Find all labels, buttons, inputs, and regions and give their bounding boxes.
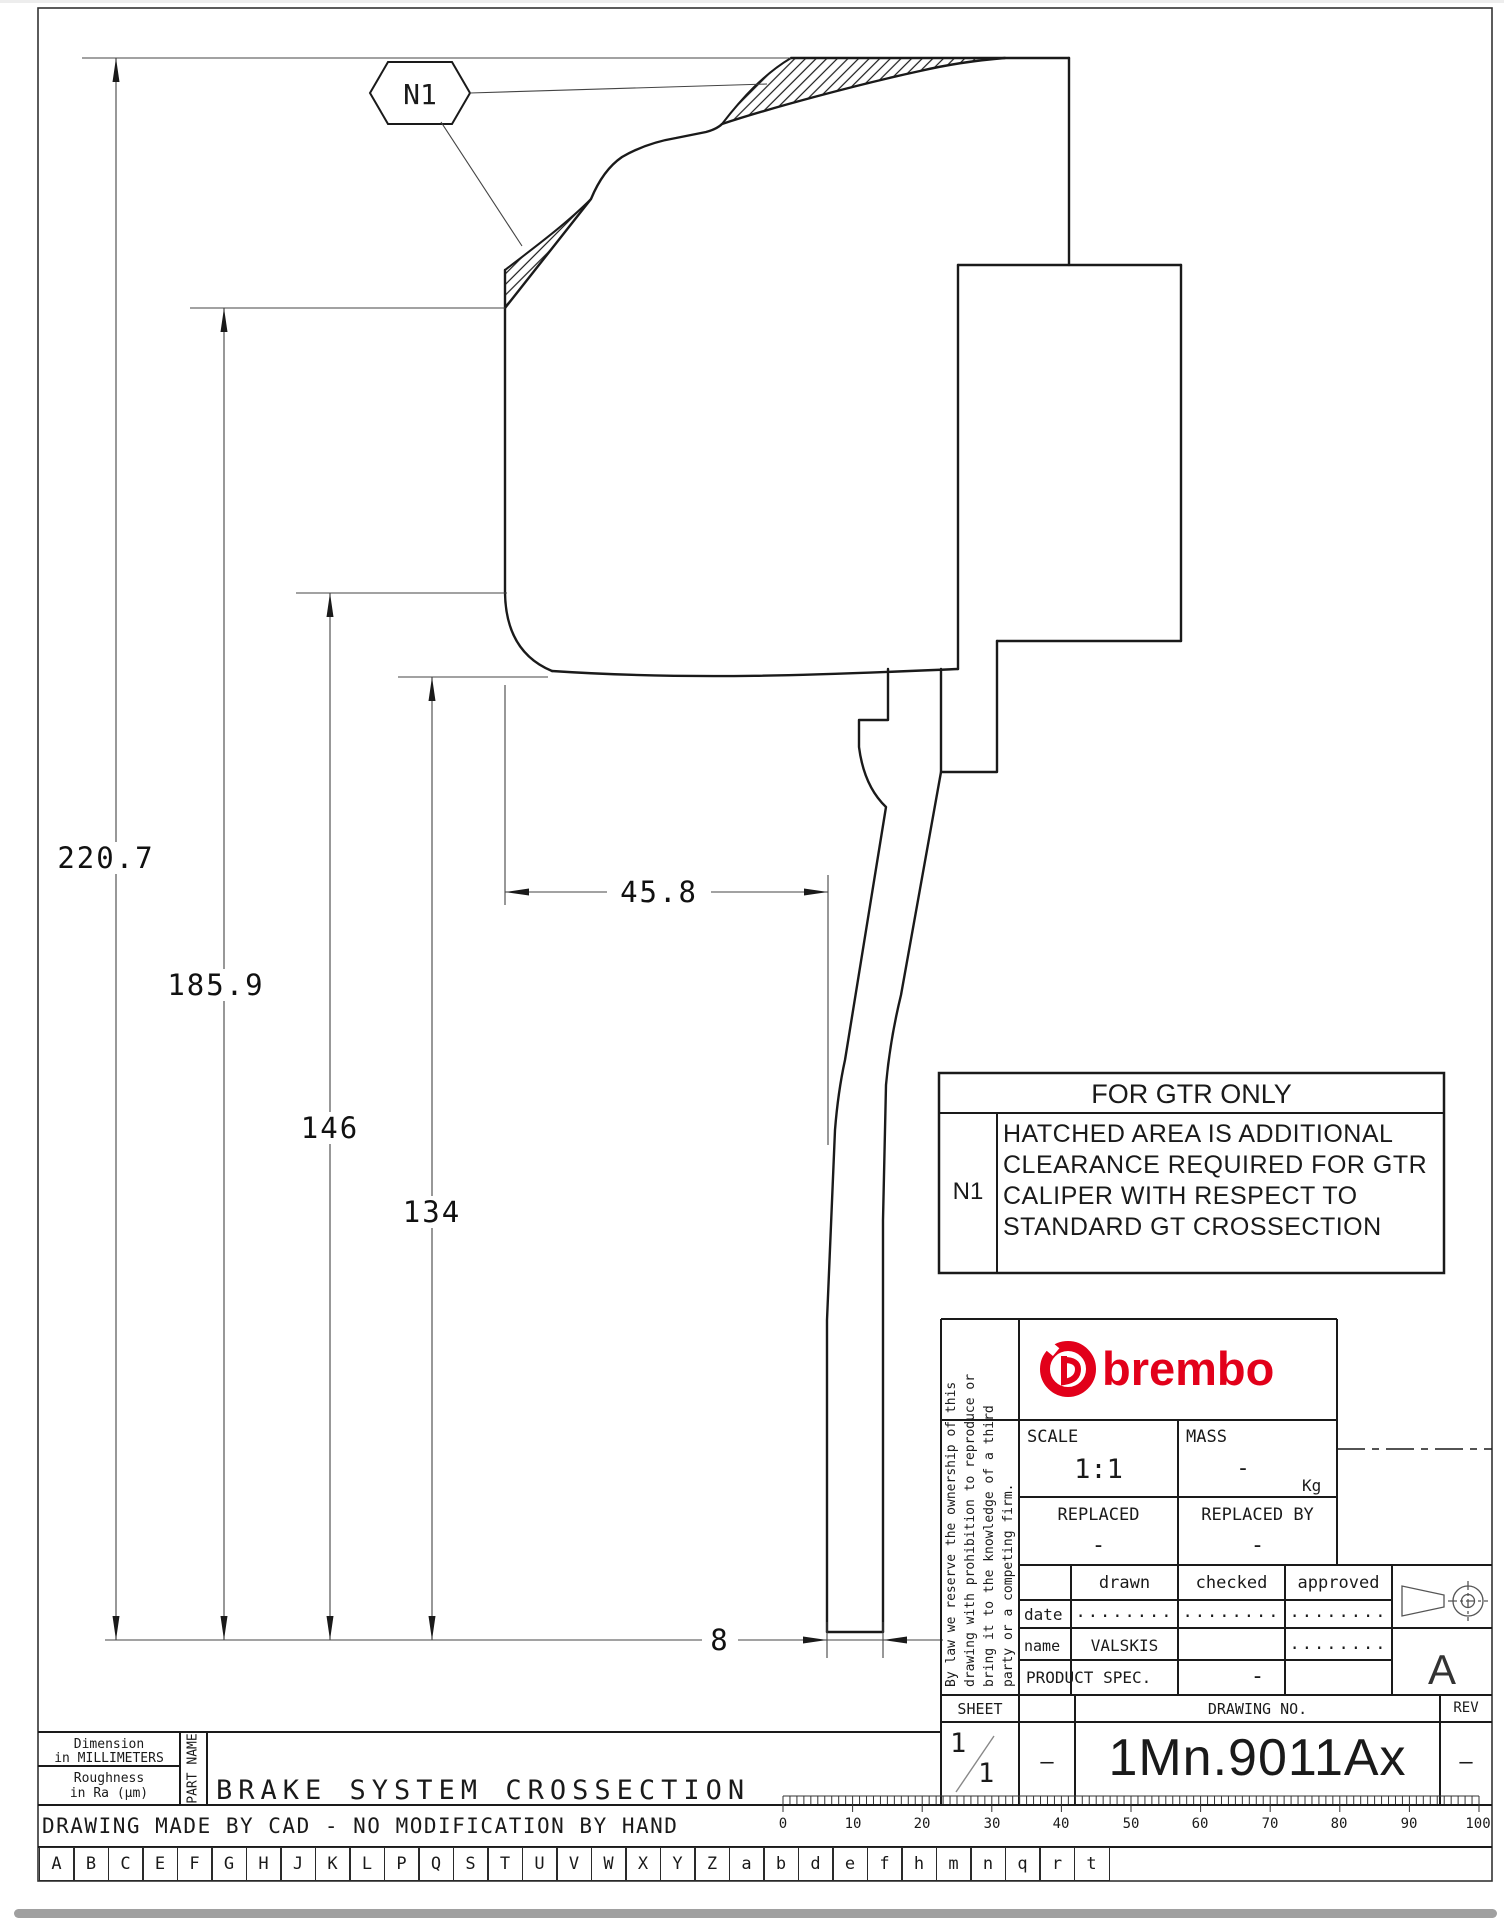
date-drawn-dots: ........ — [1075, 1602, 1174, 1622]
format-letter-cell: Q — [418, 1847, 454, 1881]
note-line-1: HATCHED AREA IS ADDITIONAL — [1003, 1120, 1394, 1148]
format-letter-cell: A — [39, 1847, 75, 1881]
legal-disclaimer — [942, 1327, 1018, 1687]
format-letter-cell: P — [384, 1847, 420, 1881]
note-line-2: CLEARANCE REQUIRED FOR GTR — [1003, 1151, 1428, 1179]
product-spec-label: PRODUCT SPEC. — [1026, 1668, 1152, 1687]
format-letter-cell: W — [591, 1847, 627, 1881]
date-approved-dots: ........ — [1289, 1602, 1388, 1622]
mass-value: - — [1236, 1456, 1250, 1481]
col-approved-label: approved — [1297, 1573, 1380, 1593]
horizontal-scrollbar[interactable] — [14, 1909, 1497, 1918]
mass-unit: Kg — [1302, 1476, 1322, 1495]
note-line-3: CALIPER WITH RESPECT TO — [1003, 1182, 1358, 1210]
drawing-no-label: DRAWING NO. — [1207, 1700, 1308, 1718]
name-approved-dots: ........ — [1289, 1634, 1388, 1654]
format-letter-cell: m — [936, 1847, 972, 1881]
replaced-label: REPLACED — [1057, 1505, 1140, 1525]
date-checked-dots: ........ — [1182, 1602, 1281, 1622]
dim-label-146: 146 — [292, 1112, 368, 1144]
format-letter-cell: f — [867, 1847, 903, 1881]
note-line-4: STANDARD GT CROSSECTION — [1003, 1213, 1382, 1241]
disclaimer-line-4: party or a competing firm. — [1001, 1483, 1016, 1687]
scale-ruler — [783, 1796, 1479, 1812]
format-letter-cell: h — [901, 1847, 937, 1881]
dim-label-220-7: 220.7 — [54, 842, 158, 874]
format-letter-cell: J — [280, 1847, 316, 1881]
format-letter-cell: X — [625, 1847, 661, 1881]
format-letter-cell: a — [729, 1847, 765, 1881]
product-spec-value: - — [1250, 1664, 1265, 1689]
name-value: VALSKIS — [1090, 1636, 1159, 1655]
format-letter-cell: n — [970, 1847, 1006, 1881]
ruler-number: 40 — [1052, 1816, 1070, 1832]
ruler-number: 90 — [1400, 1816, 1418, 1832]
top-hatch-area — [722, 58, 1005, 124]
dimension-unit-line2: in MILLIMETERS — [54, 1751, 164, 1766]
ruler-number: 20 — [913, 1816, 931, 1832]
ruler-number: 30 — [983, 1816, 1001, 1832]
rev-value: – — [1459, 1750, 1473, 1775]
dim-label-185-9: 185.9 — [164, 969, 268, 1001]
format-letter-cell: K — [315, 1847, 351, 1881]
format-letter-row — [40, 1847, 1110, 1881]
format-letter: A — [1427, 1646, 1456, 1693]
note-box-title: FOR GTR ONLY — [1091, 1079, 1292, 1109]
brembo-logo-icon — [1041, 1338, 1091, 1392]
mass-label: MASS — [1186, 1427, 1227, 1447]
ruler-number: 100 — [1465, 1816, 1491, 1832]
ruler-number: 60 — [1191, 1816, 1209, 1832]
disclaimer-line-1: By law we reserve the ownership of this — [944, 1381, 959, 1687]
format-letter-cell: q — [1005, 1847, 1041, 1881]
format-letter-cell: S — [453, 1847, 489, 1881]
first-angle-projection-icon — [1402, 1581, 1488, 1621]
sheet-denominator: 1 — [978, 1758, 995, 1789]
col-drawn-label: drawn — [1098, 1573, 1151, 1593]
ruler-number: 0 — [778, 1816, 788, 1832]
cad-note: DRAWING MADE BY CAD - NO MODIFICATION BY HAND — [42, 1814, 679, 1838]
format-letter-cell: Y — [660, 1847, 696, 1881]
replaced-by-label: REPLACED BY — [1201, 1505, 1314, 1525]
format-letter-cell: U — [522, 1847, 558, 1881]
note-box-ref: N1 — [952, 1178, 984, 1205]
dim-label-8: 8 — [702, 1624, 738, 1656]
format-letter-cell: C — [108, 1847, 144, 1881]
roughness-line2: in Ra (µm) — [69, 1786, 149, 1801]
dimension-unit-line1: Dimension — [73, 1737, 145, 1752]
format-letter-cell: E — [142, 1847, 178, 1881]
part-outline — [505, 58, 1181, 1632]
dim-label-134: 134 — [394, 1196, 470, 1228]
col-checked-label: checked — [1195, 1573, 1268, 1593]
format-letter-cell: d — [798, 1847, 834, 1881]
format-letter-cell: t — [1074, 1847, 1110, 1881]
format-letter-cell: e — [832, 1847, 868, 1881]
format-letter-cell: L — [349, 1847, 385, 1881]
scale-value: 1:1 — [1074, 1454, 1123, 1485]
sheet-label: SHEET — [957, 1700, 1003, 1718]
sheet-dash: – — [1040, 1750, 1054, 1775]
format-letter-cell: b — [763, 1847, 799, 1881]
ruler-number: 80 — [1330, 1816, 1348, 1832]
ruler-number: 70 — [1261, 1816, 1279, 1832]
format-letter-cell: H — [246, 1847, 282, 1881]
part-name-value: BRAKE SYSTEM CROSSECTION — [216, 1775, 751, 1806]
dim-label-45-8: 45.8 — [607, 876, 711, 908]
disclaimer-line-3: bring it to the knowledge of a third — [982, 1405, 997, 1687]
format-letter-cell: B — [73, 1847, 109, 1881]
format-letter-cell: V — [556, 1847, 592, 1881]
replaced-value: - — [1091, 1533, 1106, 1558]
ruler-number: 50 — [1122, 1816, 1140, 1832]
roughness-line1: Roughness — [73, 1771, 145, 1786]
name-label: name — [1024, 1637, 1061, 1655]
hatched-clearance-areas — [505, 58, 1005, 308]
disclaimer-line-2: drawing with prohibition to reproduce or — [963, 1373, 978, 1687]
sheet-numerator: 1 — [950, 1728, 967, 1759]
drawing-no-value: 1Mn.9011Ax — [1108, 1729, 1407, 1787]
format-letter-cell: Z — [694, 1847, 730, 1881]
rev-label: REV — [1453, 1700, 1479, 1716]
scale-label: SCALE — [1027, 1427, 1079, 1447]
format-letter-cell: r — [1039, 1847, 1075, 1881]
ruler-numbers — [0, 1816, 1504, 1838]
ruler-number: 10 — [844, 1816, 862, 1832]
brembo-wordmark: brembo — [1102, 1342, 1275, 1395]
replaced-by-value: - — [1250, 1533, 1265, 1558]
format-letter-cell: T — [487, 1847, 523, 1881]
format-letter-cell: F — [177, 1847, 213, 1881]
n1-callout-label: N1 — [403, 78, 437, 111]
date-label: date — [1024, 1605, 1063, 1624]
part-name-label: PART NAME — [185, 1733, 201, 1804]
format-letter-cell: G — [211, 1847, 247, 1881]
